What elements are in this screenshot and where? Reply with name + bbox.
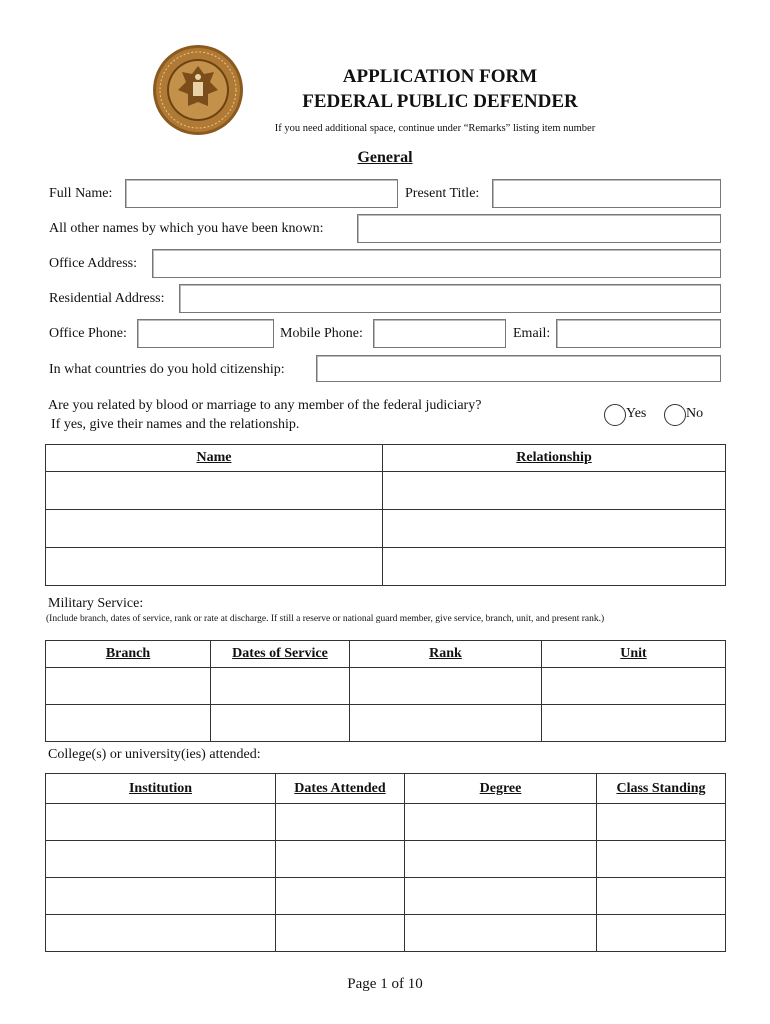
present-title-input[interactable] [492,179,721,208]
yes-radio[interactable] [604,404,626,426]
degree-cell[interactable] [405,804,597,841]
table-row [46,841,726,878]
relative-name-cell[interactable] [46,510,383,548]
column-header-class-standing: Class Standing [597,774,726,804]
table-row [46,472,726,510]
no-label: No [686,406,704,421]
column-header-unit: Unit [542,641,726,668]
no-radio[interactable] [664,404,686,426]
other-names-input[interactable] [357,214,721,243]
other-names-label: All other names by which you have been known: [49,221,324,236]
column-header-dates-of-service: Dates of Service [211,641,350,668]
branch-cell[interactable] [46,705,211,742]
dates-of-service-cell[interactable] [211,668,350,705]
dates-attended-cell[interactable] [276,878,405,915]
table-row [46,510,726,548]
email-label: Email: [513,326,551,341]
degree-cell[interactable] [405,841,597,878]
additional-space-note: If you need additional space, continue under “Remarks” listing item number [274,123,596,134]
institution-cell[interactable] [46,841,276,878]
table-row [46,915,726,952]
relative-name-cell[interactable] [46,548,383,586]
dates-of-service-cell[interactable] [211,705,350,742]
office-address-input[interactable] [152,249,721,278]
relative-relationship-cell[interactable] [383,510,726,548]
military-heading: Military Service: [48,596,144,611]
branch-cell[interactable] [46,668,211,705]
form-title-line1: APPLICATION FORM [342,66,538,87]
office-address-label: Office Address: [49,256,137,271]
dates-attended-cell[interactable] [276,915,405,952]
dates-attended-cell[interactable] [276,841,405,878]
column-header-name: Name [46,445,383,472]
dates-attended-cell[interactable] [276,804,405,841]
related-followup: If yes, give their names and the relationship. [51,417,300,432]
table-row [46,878,726,915]
class-standing-cell[interactable] [597,878,726,915]
column-header-branch: Branch [46,641,211,668]
table-row [46,548,726,586]
table-row [46,804,726,841]
rank-cell[interactable] [350,705,542,742]
degree-cell[interactable] [405,915,597,952]
office-phone-input[interactable] [137,319,274,348]
military-instructions: (Include branch, dates of service, rank or rate at discharge. If still a reserve or national guard member, give service, branch, unit, and present rank.) [46,614,605,624]
yes-label: Yes [626,406,647,421]
rank-cell[interactable] [350,668,542,705]
column-header-dates-attended: Dates Attended [276,774,405,804]
column-header-relationship: Relationship [383,445,726,472]
class-standing-cell[interactable] [597,804,726,841]
institution-cell[interactable] [46,878,276,915]
relatives-table [45,444,726,586]
column-header-degree: Degree [405,774,597,804]
education-heading: College(s) or university(ies) attended: [48,747,261,762]
class-standing-cell[interactable] [597,915,726,952]
unit-cell[interactable] [542,668,726,705]
residential-address-input[interactable] [179,284,721,313]
relative-relationship-cell[interactable] [383,472,726,510]
degree-cell[interactable] [405,878,597,915]
present-title-label: Present Title: [405,186,480,201]
military-table [45,640,726,742]
relative-relationship-cell[interactable] [383,548,726,586]
education-table [45,773,726,952]
residential-address-label: Residential Address: [49,291,165,306]
general-heading: General [357,149,413,166]
table-row [46,705,726,742]
relative-name-cell[interactable] [46,472,383,510]
related-question: Are you related by blood or marriage to any member of the federal judiciary? [48,398,482,413]
citizenship-input[interactable] [316,355,721,382]
institution-cell[interactable] [46,915,276,952]
full-name-label: Full Name: [49,186,113,201]
mobile-phone-label: Mobile Phone: [280,326,363,341]
mobile-phone-input[interactable] [373,319,506,348]
email-input[interactable] [556,319,721,348]
office-phone-label: Office Phone: [49,326,127,341]
page-number: Page 1 of 10 [347,976,423,992]
citizenship-label: In what countries do you hold citizenship: [49,362,285,377]
column-header-institution: Institution [46,774,276,804]
form-title-line2: FEDERAL PUBLIC DEFENDER [302,91,578,112]
unit-cell[interactable] [542,705,726,742]
table-row [46,668,726,705]
class-standing-cell[interactable] [597,841,726,878]
full-name-input[interactable] [125,179,398,208]
column-header-rank: Rank [350,641,542,668]
institution-cell[interactable] [46,804,276,841]
